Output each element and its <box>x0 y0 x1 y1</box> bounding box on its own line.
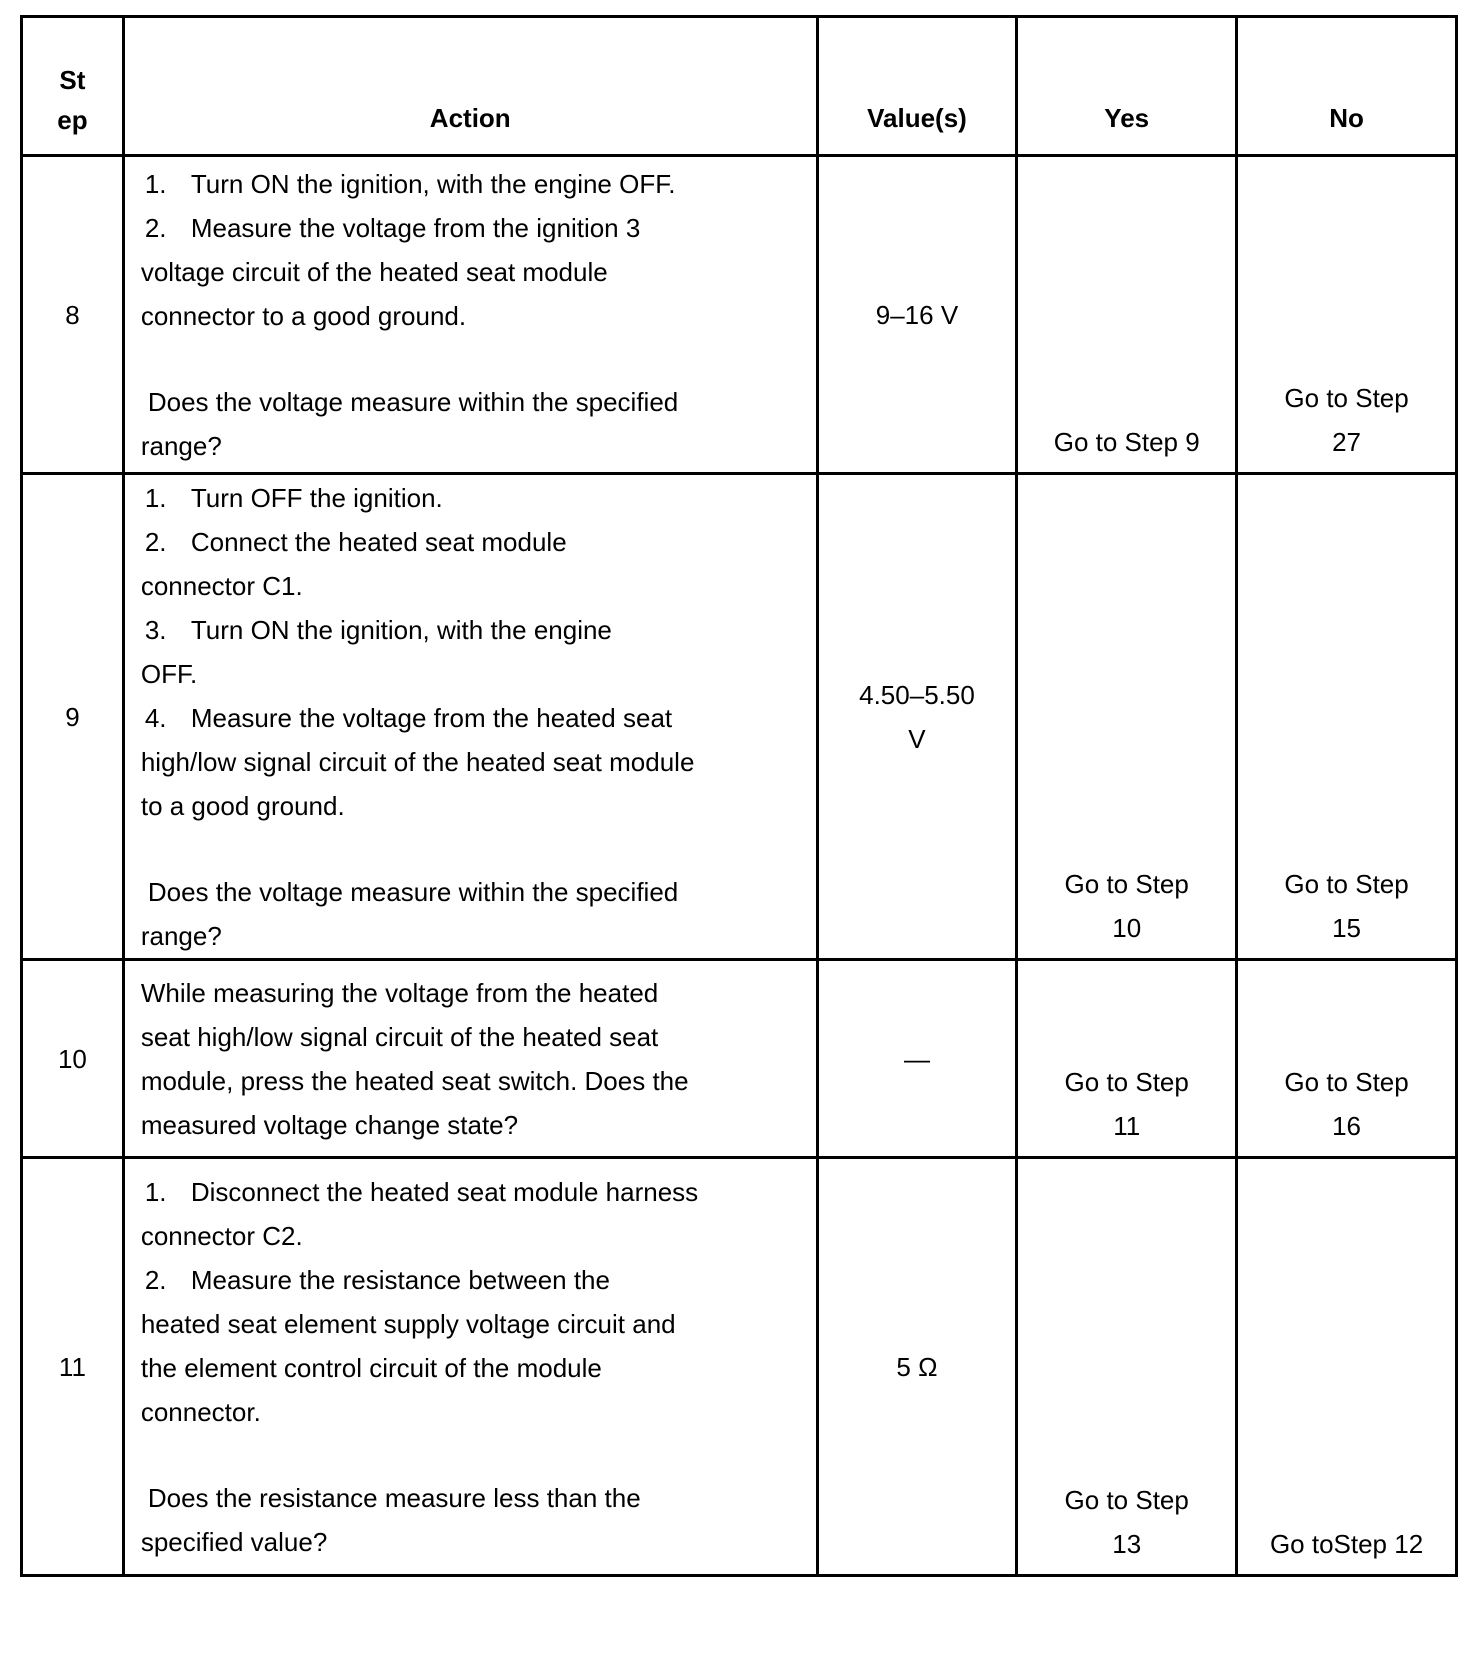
value-cell: 5 Ω <box>817 1158 1017 1576</box>
diagnostic-table <box>20 15 1458 1577</box>
no-outcome: Go to Step 15 <box>1237 474 1457 960</box>
header-step <box>22 17 124 156</box>
step-number: 11 <box>22 1158 124 1576</box>
table-row-step-11 <box>22 1158 1457 1576</box>
header-row <box>22 17 1457 156</box>
table-row-step-8 <box>22 156 1457 474</box>
table-row-step-9 <box>22 474 1457 960</box>
header-yes: Yes <box>1017 17 1237 156</box>
yes-outcome: Go to Step 10 <box>1017 474 1237 960</box>
action-cell: 1. Disconnect the heated seat module harness connector C2. 2. Measure the resistance between the heated seat element supply voltage circuit and the element control circuit of the module connector. Does the resistance measure less than the specified value? <box>123 1158 817 1576</box>
action-item: 1. Turn OFF the ignition. <box>144 482 443 513</box>
action-cell: 1. Turn OFF the ignition. 2. Connect the heated seat module connector C1. 3. Turn ON the ignition, with the engine OFF. 4. Measure the voltage from the heated seat high/low signal circuit of the heated seat module to a good ground. Does the voltage measure within the specified range? <box>123 474 817 960</box>
value-cell: — <box>817 960 1017 1158</box>
value-cell: 9–16 V <box>817 156 1017 474</box>
action-item: 2. Connect the heated seat module <box>144 526 567 557</box>
action-item: 4. Measure the voltage from the heated seat <box>144 702 673 733</box>
action-question: Does the resistance measure less than the <box>147 1482 641 1513</box>
header-values: Value(s) <box>817 17 1017 156</box>
no-outcome: Go toStep 12 <box>1237 1158 1457 1576</box>
step-number: 10 <box>22 960 124 1158</box>
step-number: 9 <box>22 474 124 960</box>
header-step-line1: St <box>59 65 86 95</box>
value-cell: 4.50–5.50 V <box>817 474 1017 960</box>
header-action: Action <box>123 17 817 156</box>
table-row-step-10 <box>22 960 1457 1158</box>
action-item: 2. Measure the resistance between the <box>144 1264 610 1295</box>
no-outcome: Go to Step 16 <box>1237 960 1457 1158</box>
no-outcome: Go to Step 27 <box>1237 156 1457 474</box>
yes-outcome: Go to Step 9 <box>1017 156 1237 474</box>
yes-outcome: Go to Step 11 <box>1017 960 1237 1158</box>
action-item: 1. Disconnect the heated seat module harness <box>144 1176 699 1207</box>
action-question: Does the voltage measure within the specified <box>147 386 679 417</box>
header-step-line2: ep <box>57 105 88 135</box>
yes-outcome: Go to Step 13 <box>1017 1158 1237 1576</box>
action-item: 1. Turn ON the ignition, with the engine OFF. <box>144 168 676 199</box>
action-cell: 1. Turn ON the ignition, with the engine OFF. 2. Measure the voltage from the ignition 3 voltage circuit of the heated seat module connector to a good ground. Does the voltage measure within the specified range? <box>123 156 817 474</box>
action-item: 3. Turn ON the ignition, with the engine <box>144 614 612 645</box>
step-number: 8 <box>22 156 124 474</box>
action-cell: While measuring the voltage from the heated seat high/low signal circuit of the heated seat module, press the heated seat switch. Does the measured voltage change state? <box>123 960 817 1158</box>
action-item: 2. Measure the voltage from the ignition 3 <box>144 212 641 243</box>
header-no: No <box>1237 17 1457 156</box>
action-question: Does the voltage measure within the specified <box>147 876 679 907</box>
